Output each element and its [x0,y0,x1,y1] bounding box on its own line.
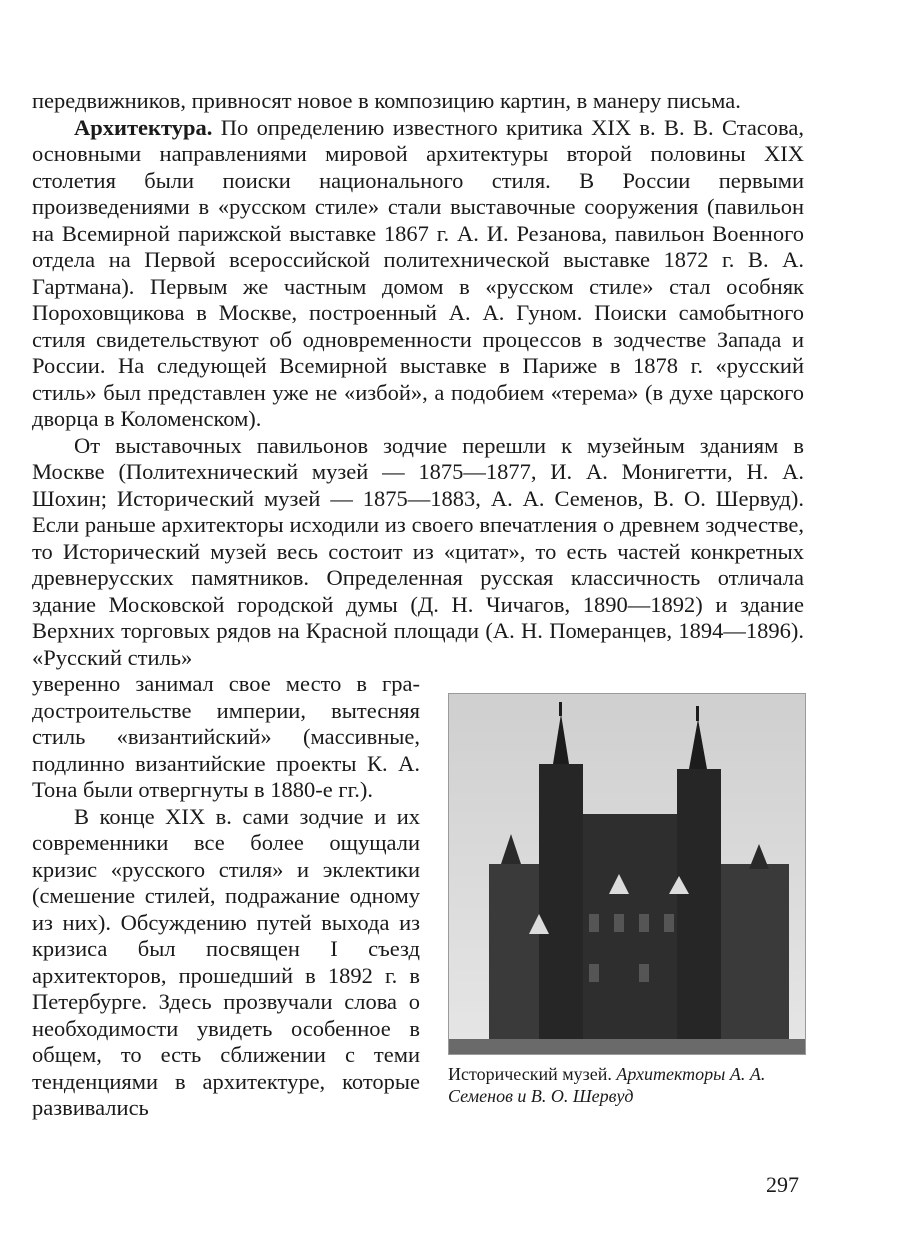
paragraph-museums: От выставочных павильонов зодчие перешли к музейным зданиям в Москве (Политехнический музей — 1875—1877, И. А. Монигетти, Н. А. Шохин; Исторический музей — 1875—1883, А. А. Семенов, В. О. Шервуд). Если раньше архитекторы исходили из своего впечатления о древнем зодчестве, то Исторический музей весь состоит из «цитат», то есть частей конкретных древнерусских памятников. Определенная русская классичность отличала здание Московской городской думы (Д. Н. Чичагов, 1890—1892) и здание Верхних торговых рядов на Красной площади (А. Н. Померанцев, 1894—1896). «Русский стиль» [32,432,804,670]
paragraph-continuation-style: уверенно занимал свое место в градостроительстве империи, вытесняя стиль «византийский» (массивные, подлинно византийские проекты К. А. Тона были отвергнуты в 1880-е гг.). [32,671,420,802]
paragraph-crisis: В конце XIX в. сами зодчие и их современники все более ощущали кризис «русского стиля» и эклектики (смешение стилей, подражание одному из них). Обсуждению путей выхода из кризиса был посвящен I съезд архитекторов, прошедший в 1892 г. в Петербурге. Здесь прозвучали слова о необходимости увидеть особенное в общем, то есть сближении с теми тенденциями в архитектуре, которые развивались [32,803,420,1120]
figure-caption [448,1063,804,1107]
caption-architects: Архитекторы А. А. Семенов и В. О. Шервуд [448,1064,766,1106]
figure [444,671,804,1106]
museum-photo [448,693,806,1055]
text-column [32,88,804,1122]
caption-text: Исторический музей. [448,1064,617,1084]
paragraph-text: По определению известного критика XIX в. В. В. Стасова, основными направлениями мировой архитектуры второй половины XIX столетия были поиски национального стиля. В России первыми произведениями в «русском стиле» стали выставочные сооружения (павильон на Всемирной парижской выставке 1867 г. А. И. Резанова, павильон Военного отдела на Первой всероссийской политехнической выставке 1872 г. В. А. Гартмана). Первым же частным домом в «русском стиле» стал особняк Пороховщикова в Москве, построенный А. А. Гуном. Поиски самобытного стиля свидетельствуют об одновременности процессов в зодчестве Запада и России. На следующей Всемирной выставке в Париже в 1878 г. «русский стиль» был представлен уже не «избой», а подобием «терема» (в духе царского дворца в Коломенском). [32,114,804,431]
paragraph-continuation: передвижников, привносят новое в композицию картин, в манеру письма. [32,88,741,113]
page-number: 297 [766,1172,799,1197]
paragraph-architecture [32,115,804,433]
section-heading: Архитектура. [74,114,213,140]
